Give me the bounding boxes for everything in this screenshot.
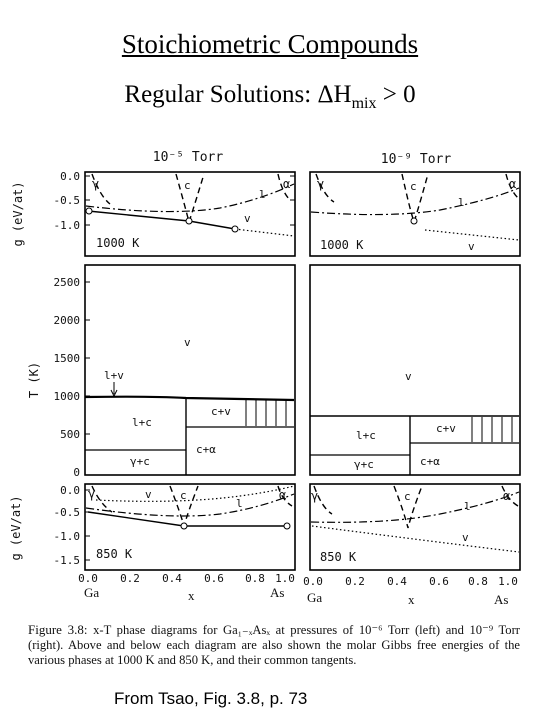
slide-subtitle	[0, 80, 540, 119]
tick-label: 0.0	[60, 484, 80, 497]
left-bottom-gibbs-panel	[54, 484, 296, 570]
tick-label: 1000	[53, 390, 80, 403]
phase-label: l	[464, 500, 471, 513]
tick-label: 0	[73, 466, 80, 479]
phase-label: v	[184, 336, 191, 349]
phase-label: v	[405, 370, 412, 383]
tick-label: 0.4	[162, 572, 182, 585]
tick-label: 0.0	[78, 572, 98, 585]
phase-label: v	[462, 531, 469, 544]
temperature-label: 1000 K	[320, 238, 364, 252]
subtitle-tail: > 0	[376, 81, 416, 108]
phase-label: γ+c	[354, 458, 374, 471]
caption-text: x-T phase diagrams for Ga₁₋ₓAsₓ at pressures of 10⁻⁶ Torr (left) and 10⁻⁹ Torr (right). Above and below each diagram are also shown the molar Gibbs free energies of the various phases at 1000 K and 850 K, and their common tangents.	[28, 623, 520, 667]
subtitle-main: Regular Solutions: ΔH	[124, 81, 352, 108]
tick-label: 0.2	[345, 575, 365, 588]
phase-label: γ	[317, 177, 325, 191]
phase-label: v	[145, 488, 152, 501]
figure-caption	[28, 622, 520, 668]
phase-label: α	[509, 177, 517, 191]
phase-label: γ	[92, 177, 100, 191]
tick-label: 1500	[53, 352, 80, 365]
phase-label: c+α	[196, 443, 216, 456]
phase-label: α	[279, 488, 287, 502]
phase-label: γ	[311, 489, 319, 503]
g-axis-label-bottom: g (eV/at)	[9, 495, 23, 561]
ga-axis-label: Ga	[307, 590, 323, 605]
right-bottom-gibbs-panel	[310, 484, 520, 570]
t-axis-label: T (K)	[27, 361, 41, 399]
phase-label: c	[410, 180, 417, 193]
x-axis-label: x	[188, 588, 195, 603]
as-axis-label: As	[494, 592, 509, 607]
left-x-axis	[78, 572, 295, 603]
g-axis-label-top: g (eV/at)	[11, 181, 25, 247]
ga-axis-label: Ga	[84, 585, 100, 600]
phase-label: l+c	[356, 429, 376, 442]
phase-label: γ	[88, 487, 96, 501]
phase-label: l+c	[132, 416, 152, 429]
source-credit: From Tsao, Fig. 3.8, p. 73	[114, 689, 308, 708]
tick-label: 0.0	[60, 170, 80, 183]
phase-label: α	[283, 177, 291, 191]
phase-label: l	[259, 188, 266, 201]
tick-label: -1.0	[53, 530, 80, 543]
phase-label: γ+c	[130, 455, 150, 468]
tick-label: 1.0	[275, 572, 295, 585]
tick-label: 0.2	[120, 572, 140, 585]
subtitle-subscript: mix	[351, 95, 377, 112]
tick-label: -0.5	[53, 194, 80, 207]
temperature-label: 1000 K	[96, 236, 140, 250]
phase-label: l	[458, 196, 465, 209]
tick-label: 0.6	[429, 575, 449, 588]
left-pressure-header: 10⁻⁵ Torr	[152, 150, 224, 165]
phase-label: v	[468, 240, 475, 253]
right-pressure-header: 10⁻⁹ Torr	[380, 152, 452, 167]
phase-label: c+v	[436, 422, 456, 435]
right-top-gibbs-panel	[310, 172, 520, 256]
as-axis-label: As	[270, 585, 285, 600]
tick-label: 2500	[53, 276, 80, 289]
phase-label: l+v	[104, 369, 124, 382]
tick-label: -1.5	[53, 554, 80, 567]
phase-label: c	[180, 489, 187, 502]
temperature-label: 850 K	[320, 550, 357, 564]
tick-label: 0.8	[468, 575, 488, 588]
phase-label: α	[503, 489, 511, 503]
tick-label: 1.0	[498, 575, 518, 588]
tick-label: -1.0	[53, 219, 80, 232]
phase-label: c+α	[420, 455, 440, 468]
phase-label: c	[184, 179, 191, 192]
phase-label: c+v	[211, 405, 231, 418]
right-phase-diagram	[310, 265, 520, 475]
tick-label: 500	[60, 428, 80, 441]
left-phase-diagram	[54, 265, 296, 479]
tick-label: 0.6	[204, 572, 224, 585]
tick-label: 0.0	[303, 575, 323, 588]
x-axis-label: x	[408, 592, 415, 607]
tick-label: -0.5	[53, 506, 80, 519]
left-top-gibbs-panel	[54, 170, 296, 256]
tick-label: 0.8	[245, 572, 265, 585]
slide-title: Stoichiometric Compounds	[121, 29, 419, 59]
phase-label: c	[404, 490, 411, 503]
temperature-label: 850 K	[96, 547, 133, 561]
tick-label: 0.4	[387, 575, 407, 588]
caption-label: Figure 3.8:	[28, 622, 88, 637]
phase-diagram-figure	[0, 140, 540, 620]
tick-label: 2000	[53, 314, 80, 327]
right-x-axis	[303, 575, 518, 607]
phase-label: v	[244, 212, 251, 225]
phase-label: l	[236, 497, 243, 510]
